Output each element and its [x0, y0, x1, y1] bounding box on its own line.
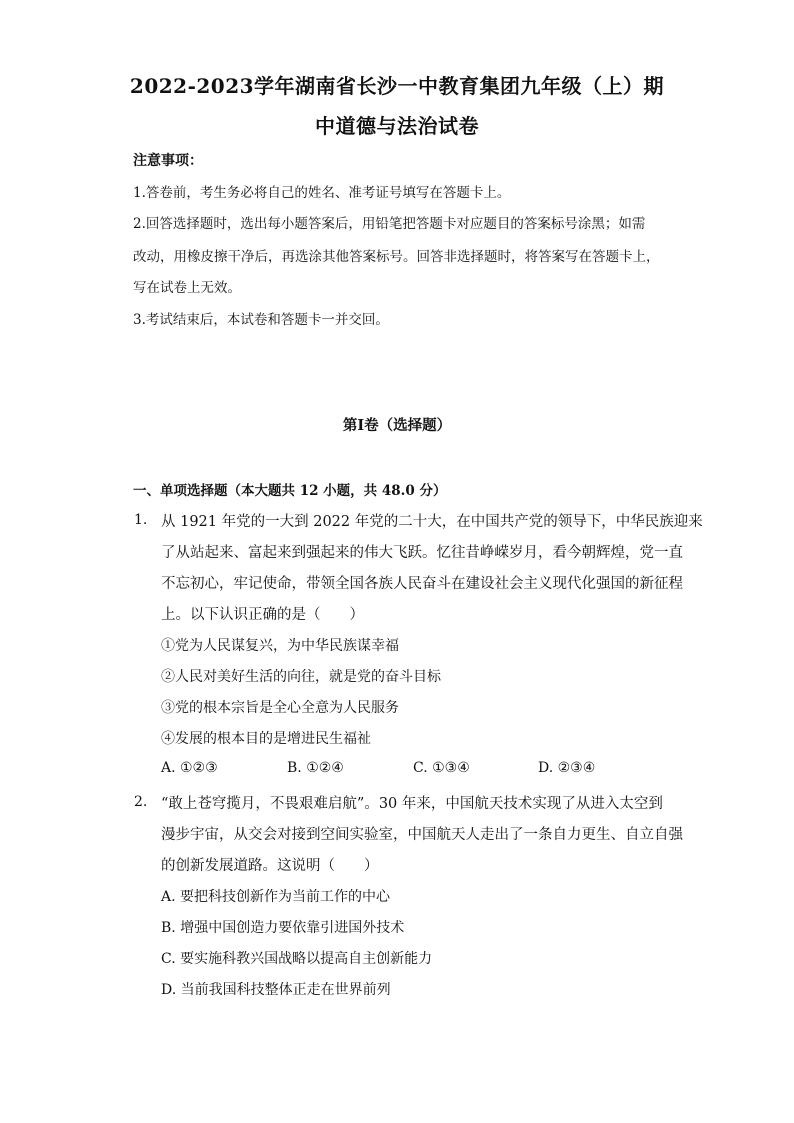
question-1-item-3: ③党的根本宗旨是全心全意为人民服务	[161, 700, 399, 716]
question-1-item-4: ④发展的根本目的是增进民生福祉	[161, 731, 371, 747]
notice-line-2: 2.回答选择题时，选出每小题答案后，用铅笔把答题卡对应题目的答案标号涂黑；如需	[133, 216, 646, 232]
question-1-item-2: ②人民对美好生活的向往，就是党的奋斗目标	[161, 669, 441, 685]
part-1-title: 第Ⅰ卷（选择题）	[342, 417, 452, 434]
question-1-option-b: B. ①②④	[287, 760, 344, 776]
notice-line-5: 3.考试结束后，本试卷和答题卡一并交回。	[133, 312, 389, 328]
question-1-option-d: D. ②③④	[538, 760, 596, 776]
question-2-option-d: D. 当前我国科技整体正走在世界前列	[161, 982, 391, 998]
question-2-stem-line-3: 的创新发展道路。这说明（ ）	[161, 858, 379, 874]
question-2-number: 2.	[134, 794, 148, 810]
question-1-item-1: ①党为人民谋复兴，为中华民族谋幸福	[161, 638, 399, 654]
question-1-option-a: A. ①②③	[161, 760, 218, 776]
question-2-option-b: B. 增强中国创造力要依靠引进国外技术	[161, 920, 405, 936]
notice-line-1: 1.答卷前，考生务必将自己的姓名、准考证号填写在答题卡上。	[133, 185, 511, 201]
notice-line-3: 改动，用橡皮擦干净后，再选涂其他答案标号。回答非选择题时，将答案写在答题卡上，	[133, 249, 660, 265]
question-1-stem-line-2: 了从站起来、富起来到强起来的伟大飞跃。忆往昔峥嵘岁月，看今朝辉煌，党一直	[161, 545, 683, 561]
question-2-stem-line-2: 漫步宇宙，从交会对接到空间实验室，中国航天人走出了一条自力更生、自立自强	[161, 827, 683, 843]
notice-heading: 注意事项：	[133, 153, 203, 169]
question-2-stem-line-1: “敢上苍穹揽月，不畏艰难启航”。30 年来，中国航天技术实现了从进入太空到	[161, 796, 663, 812]
notice-line-4: 写在试卷上无效。	[133, 280, 241, 296]
question-1-stem-line-1: 从 1921 年党的一大到 2022 年党的二十大，在中国共产党的领导下，中华民族迎来	[161, 514, 703, 530]
question-2-option-a: A. 要把科技创新作为当前工作的中心	[161, 889, 391, 905]
section-1-title: 一、单项选择题（本大题共 12 小题，共 48.0 分）	[133, 483, 447, 499]
question-2-option-c: C. 要实施科教兴国战略以提高自主创新能力	[161, 951, 433, 967]
question-1-stem-line-3: 不忘初心，牢记使命，带领全国各族人民奋斗在建设社会主义现代化强国的新征程	[161, 576, 683, 592]
exam-title-line-1: 2022-2023学年湖南省长沙一中教育集团九年级（上）期	[129, 74, 665, 98]
exam-title-line-2: 中道德与法治试卷	[315, 114, 479, 138]
question-1-number: 1.	[134, 512, 148, 528]
question-1-stem-line-4: 上。以下认识正确的是（ ）	[161, 607, 364, 623]
question-1-option-c: C. ①③④	[413, 760, 470, 776]
